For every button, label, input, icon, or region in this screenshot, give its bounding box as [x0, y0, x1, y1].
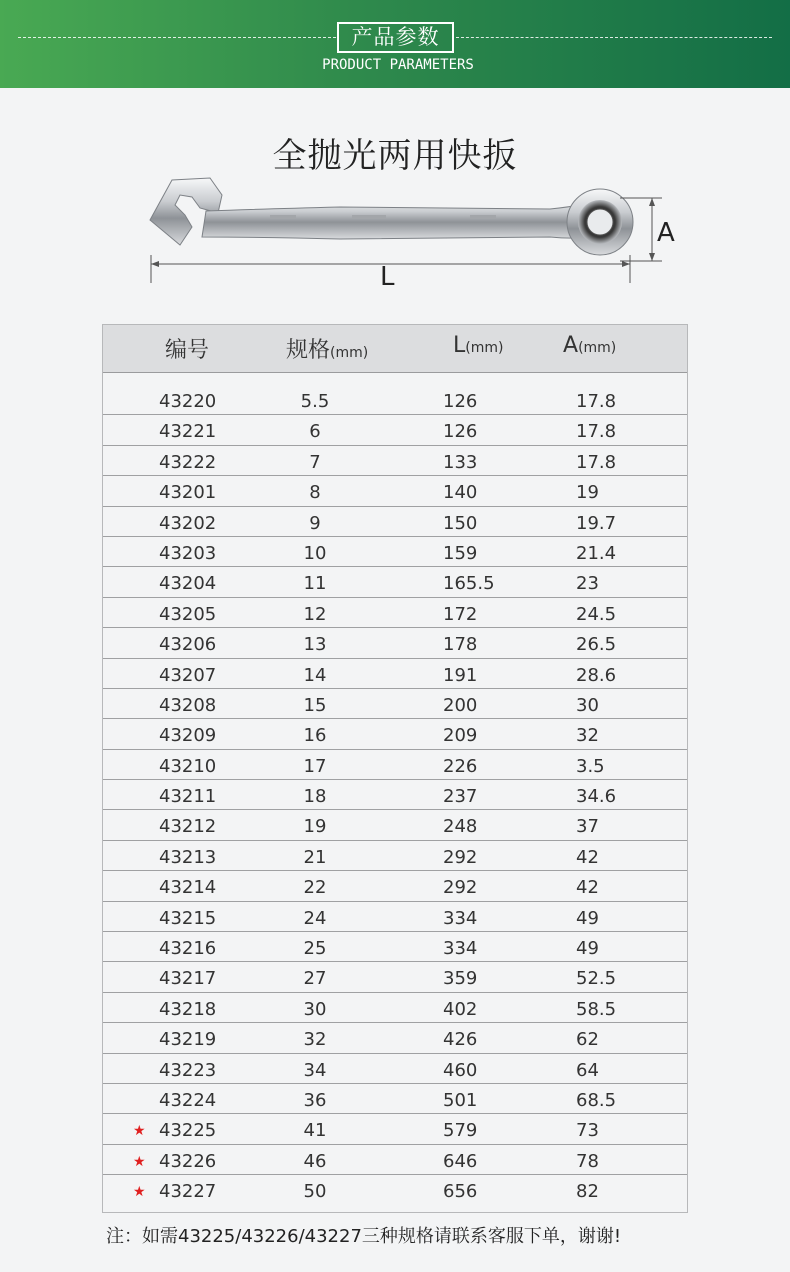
spec-value: 24 [303, 907, 327, 929]
code-cell: 43226 [159, 1150, 217, 1172]
length-cell: 646 [443, 1150, 478, 1172]
table-row [103, 1145, 687, 1175]
header-a-label: A [563, 333, 579, 358]
wrench-shaft [202, 197, 620, 239]
length-cell: 460 [443, 1059, 478, 1081]
code-cell: 43210 [159, 755, 217, 777]
table-row [103, 659, 687, 689]
length-cell: 133 [443, 451, 478, 473]
engraving [270, 215, 296, 219]
a-cell: 17.8 [576, 451, 617, 473]
code-cell: 43201 [159, 482, 217, 504]
wrench-diagram [140, 175, 680, 290]
table-row [103, 1114, 687, 1144]
length-cell: 159 [443, 542, 478, 564]
code-cell: 43220 [159, 391, 217, 412]
product-title: 全抛光两用快扳 [272, 136, 518, 176]
a-cell: 32 [576, 725, 599, 747]
a-cell: 78 [576, 1150, 599, 1172]
length-cell: 191 [443, 664, 478, 686]
header-spec-label: 规格 [286, 338, 331, 363]
a-cell: 21.4 [576, 542, 617, 564]
a-cell: 23 [576, 573, 599, 595]
code-cell: 43223 [159, 1059, 217, 1081]
banner-divider-right [456, 37, 772, 38]
header-length-unit: (mm) [465, 340, 504, 356]
spec-value: 19 [303, 816, 327, 838]
spec-value: 21 [303, 846, 327, 868]
code-cell: 43217 [159, 968, 217, 990]
code-cell: 43214 [159, 877, 217, 899]
wrench-illustration [140, 175, 680, 290]
code-cell: 43205 [159, 603, 217, 625]
table-row [103, 689, 687, 719]
table-row [103, 628, 687, 658]
code-cell: 43211 [159, 786, 217, 808]
table-row [103, 780, 687, 810]
header-code [165, 333, 209, 364]
header-length [453, 333, 503, 358]
length-cell: 150 [443, 512, 478, 534]
table-row [103, 1054, 687, 1084]
a-cell: 34.6 [576, 786, 617, 808]
code-cell: 43208 [159, 694, 217, 716]
table-row [103, 1084, 687, 1114]
a-cell: 28.6 [576, 664, 617, 686]
code-cell: 43219 [159, 1029, 217, 1051]
header-code-label: 编号 [165, 338, 210, 363]
dim-l-arrow-left [151, 261, 159, 267]
table-row [103, 750, 687, 780]
table-row [103, 507, 687, 537]
table-row [103, 446, 687, 476]
dim-a-label: A [657, 218, 675, 248]
a-cell: 26.5 [576, 634, 617, 656]
header-banner [0, 0, 790, 88]
spec-value: 7 [309, 451, 321, 473]
length-cell: 292 [443, 846, 478, 868]
code-cell: 43209 [159, 725, 217, 747]
spec-value: 27 [303, 968, 327, 990]
code-cell: 43224 [159, 1089, 217, 1111]
code-cell: 43216 [159, 938, 217, 960]
length-cell: 501 [443, 1089, 478, 1111]
table-row [103, 902, 687, 932]
spec-value: 41 [303, 1120, 327, 1142]
length-cell: 248 [443, 816, 478, 838]
banner-title: 产品参数 [337, 22, 454, 53]
length-cell: 292 [443, 877, 478, 899]
length-cell: 172 [443, 603, 478, 625]
length-cell: 140 [443, 482, 478, 504]
code-cell: 43207 [159, 664, 217, 686]
a-cell: 68.5 [576, 1089, 617, 1111]
a-cell: 19.7 [576, 512, 617, 534]
table-row [103, 537, 687, 567]
spec-value: 50 [303, 1181, 327, 1203]
spec-value: 9 [309, 512, 321, 534]
star-icon: ★ [133, 1123, 146, 1140]
spec-value: 46 [303, 1150, 327, 1172]
spec-value: 8 [309, 482, 321, 504]
spec-value: 34 [303, 1059, 327, 1081]
spec-value: 15 [303, 694, 327, 716]
spec-value: 30 [303, 998, 327, 1020]
table-row [103, 1175, 687, 1205]
length-cell: 334 [443, 938, 478, 960]
a-cell: 82 [576, 1181, 599, 1203]
ratchet-center [587, 209, 613, 235]
table-row [103, 415, 687, 445]
a-cell: 37 [576, 816, 599, 838]
table-row [103, 1023, 687, 1053]
footnote: 注：如需43225/43226/43227三种规格请联系客服下单，谢谢! [106, 1226, 622, 1247]
table-row [103, 598, 687, 628]
a-cell: 62 [576, 1029, 599, 1051]
spec-value: 36 [303, 1089, 327, 1111]
length-cell: 126 [443, 421, 478, 443]
a-cell: 42 [576, 846, 599, 868]
length-cell: 165.5 [443, 573, 495, 595]
length-cell: 579 [443, 1120, 478, 1142]
table-row [103, 719, 687, 749]
a-cell: 73 [576, 1120, 599, 1142]
a-cell: 17.8 [576, 421, 617, 443]
length-cell: 426 [443, 1029, 478, 1051]
a-cell: 19 [576, 482, 599, 504]
code-cell: 43212 [159, 816, 217, 838]
code-cell: 43202 [159, 512, 217, 534]
spec-value: 11 [303, 573, 327, 595]
spec-value: 6 [309, 421, 321, 443]
length-cell: 200 [443, 694, 478, 716]
spec-value: 22 [303, 877, 327, 899]
code-cell: 43227 [159, 1181, 217, 1203]
engraving [470, 215, 496, 219]
length-cell: 209 [443, 725, 478, 747]
code-cell: 43213 [159, 846, 217, 868]
code-cell: 43221 [159, 421, 217, 443]
length-cell: 334 [443, 907, 478, 929]
code-cell: 43203 [159, 542, 217, 564]
header-length-label: L [453, 333, 466, 358]
table-row [103, 841, 687, 871]
length-cell: 178 [443, 634, 478, 656]
dim-a-arrow-top [649, 198, 655, 206]
banner-divider-left [18, 37, 336, 38]
a-cell: 24.5 [576, 603, 617, 625]
length-cell: 656 [443, 1181, 478, 1203]
table-row [103, 871, 687, 901]
a-cell: 49 [576, 938, 599, 960]
table-row [103, 567, 687, 597]
a-cell: 52.5 [576, 968, 617, 990]
spec-value: 25 [303, 938, 327, 960]
spec-value: 32 [303, 1029, 327, 1051]
length-cell: 126 [443, 391, 478, 412]
code-cell: 43218 [159, 998, 217, 1020]
a-cell: 3.5 [576, 755, 605, 777]
a-cell: 49 [576, 907, 599, 929]
table-body [103, 385, 687, 1206]
table-row [103, 810, 687, 840]
engraving [352, 215, 386, 219]
spec-value: 16 [303, 725, 327, 747]
length-cell: 237 [443, 786, 478, 808]
banner-subtitle: PRODUCT PARAMETERS [322, 57, 474, 73]
a-cell: 17.8 [576, 391, 617, 412]
spec-value: 10 [303, 542, 327, 564]
table-row [103, 476, 687, 506]
spec-table [102, 324, 688, 1213]
header-a [563, 333, 616, 358]
spec-value: 5.5 [300, 391, 330, 412]
table-header [103, 325, 687, 373]
code-cell: 43215 [159, 907, 217, 929]
code-cell: 43206 [159, 634, 217, 656]
spec-value: 12 [303, 603, 327, 625]
dim-a-arrow-bottom [649, 253, 655, 261]
table-row [103, 932, 687, 962]
dim-l-arrow-right [622, 261, 630, 267]
table-row [103, 962, 687, 992]
a-cell: 30 [576, 694, 599, 716]
table-row [103, 993, 687, 1023]
spec-value: 18 [303, 786, 327, 808]
length-cell: 226 [443, 755, 478, 777]
code-cell: 43222 [159, 451, 217, 473]
code-cell: 43204 [159, 573, 217, 595]
spec-value: 14 [303, 664, 327, 686]
a-cell: 58.5 [576, 998, 617, 1020]
header-spec [286, 333, 368, 364]
star-icon: ★ [133, 1153, 146, 1170]
dim-l-label: L [380, 262, 395, 292]
star-icon: ★ [133, 1184, 146, 1201]
length-cell: 402 [443, 998, 478, 1020]
length-cell: 359 [443, 968, 478, 990]
table-row [103, 385, 687, 415]
spec-value: 13 [303, 634, 327, 656]
header-a-unit: (mm) [578, 340, 617, 356]
spec-value: 17 [303, 755, 327, 777]
header-spec-unit: (mm) [330, 345, 369, 361]
a-cell: 64 [576, 1059, 599, 1081]
code-cell: 43225 [159, 1120, 217, 1142]
a-cell: 42 [576, 877, 599, 899]
